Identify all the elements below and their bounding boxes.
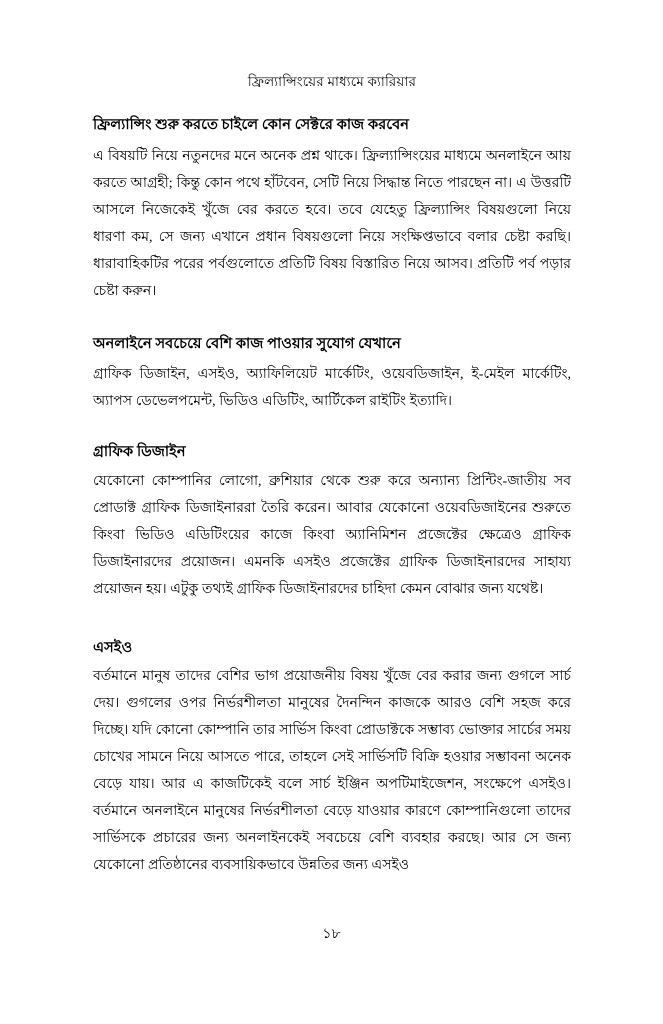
- section-paragraph-graphic-design: যেকোনো কোম্পানির লোগো, ব্রুশিয়ার থেকে শুরু করে অন্যান্য প্রিন্টিং-জাতীয় সব প্রোডাক্ট গ্রাফিক ডিজাইনাররা তৈরি করেন। আবার যেকোনো ওয়েবডিজাইনের শুরুতে কিংবা ভিডিও এডিটিংয়ের কাজে কিংবা অ্যানিমিশন প্রজেক্টের ক্ষেত্রেও গ্রাফিক ডিজাইনারদের প্রয়োজন। এমনকি এসইও প্রজেক্টের গ্রাফিক ডিজাইনারদের সাহায্য প্রয়োজন হয়। এটুকু তথ্যই গ্রাফিক ডিজাইনারদের চাহিদা কেমন বোঝার জন্য যথেষ্ট।: [93, 473, 571, 597]
- running-head: ফ্রিল্যান্সিংয়ের মাধ্যমে ক্যারিয়ার: [247, 74, 417, 89]
- section-heading-sector-choice: ফ্রিল্যান্সিং শুরু করতে চাইলে কোন সেক্টরে কাজ করবেন: [93, 117, 410, 134]
- spacer: [93, 603, 571, 617]
- page-content: [93, 0, 571, 879]
- section-paragraph-sector-choice: এ বিষয়টি নিয়ে নতুনদের মনে অনেক প্রশ্ন থাকে। ফ্রিল্যান্সিংয়ের মাধ্যমে অনলাইনে আয় করতে আগ্রহী; কিন্তু কোন পথে হাঁটবেন, সেটি নিয়ে সিদ্ধান্ত নিতে পারছেন না। এ উত্তরটি আসলে নিজেকেই খুঁজে বের করতে হবে। তবে যেহেতু ফ্রিল্যান্সিং বিষয়গুলো নিয়ে ধারণা কম, সে জন্য এখানে প্রধান বিষয়গুলো নিয়ে সংক্ষিপ্তভাবে বলার চেষ্টা করছি। ধারাবাহিকটির পরের পর্বগুলোতে প্রতিটি বিষয় বিস্তারিত নিয়ে আসব। প্রতিটি পর্ব পড়ার চেষ্টা করুন।: [93, 148, 571, 299]
- section-paragraph-seo: বর্তমানে মানুষ তাদের বেশির ভাগ প্রয়োজনীয় বিষয় খুঁজে বের করার জন্য গুগলে সার্চ দেয়। গুগলের ওপর নির্ভরশীলতা মানুষের দৈনন্দিন কাজকে আরও বেশি সহজ করে দিচ্ছে। যদি কোনো কোম্পানি তার সার্ভিস কিংবা প্রোডাক্টকে সম্ভাব্য ভোক্তার সার্চের সময় চোখের সামনে নিয়ে আসতে পারে, তাহলে সেই সার্ভিসটি বিক্রি হওয়ার সম্ভাবনা অনেক বেড়ে যায়। আর এ কাজটিকেই বলে সার্চ ইঞ্জিন অপটিমাইজেশন, সংক্ষেপে এসইও। বর্তমানে অনলাইনে মানুষের নির্ভরশীলতা বেড়ে যাওয়ার কারণে কোম্পানিগুলো তাদের সার্ভিসকে প্রচারের জন্য অনলাইনকেই সবচেয়ে বেশি ব্যবহার করছে। আর সে জন্য যেকোনো প্রতিষ্ঠানের ব্যবসায়িকভাবে উন্নতির জন্য এসইও: [93, 669, 571, 874]
- section-heading-graphic-design: গ্রাফিক ডিজাইন: [93, 444, 186, 461]
- section-heading-most-opportunities: অনলাইনে সবচেয়ে বেশি কাজ পাওয়ার সুযোগ যেখানে: [93, 335, 401, 352]
- section-heading-seo: এসইও: [93, 639, 133, 656]
- section-paragraph-most-opportunities: গ্রাফিক ডিজাইন, এসইও, অ্যাফিলিয়েট মার্কেটিং, ওয়েবডিজাইন, ই-মেইল মার্কেটিং, অ্যাপস ডেভেলপমেন্ট, ভিডিও এডিটিং, আর্টিকেল রাইটিং ইত্যাদি।: [93, 367, 571, 410]
- page-number: ১৮: [322, 927, 341, 942]
